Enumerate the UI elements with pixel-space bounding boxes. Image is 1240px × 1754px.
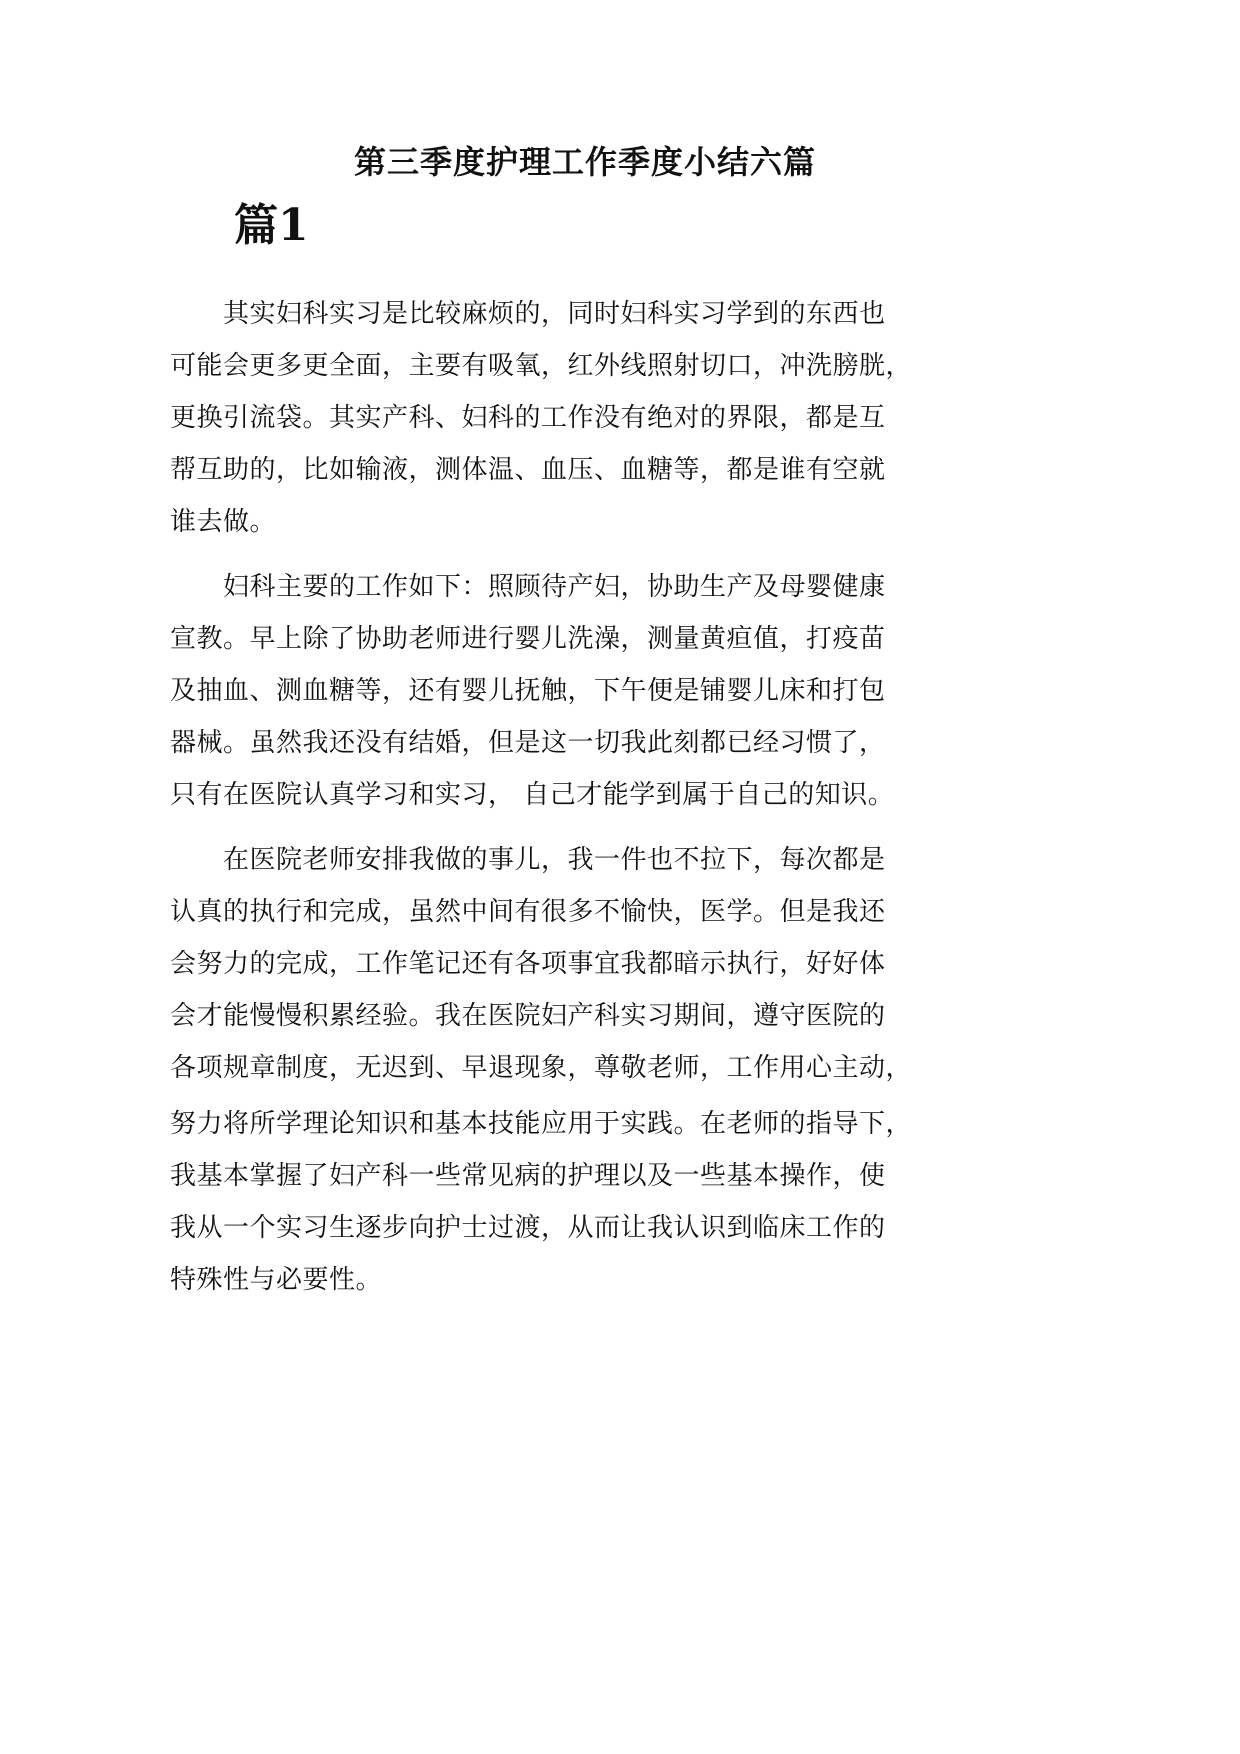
- paragraph-1: [170, 288, 912, 548]
- paragraph-line: 会努力的完成，工作笔记还有各项事宜我都暗示执行，好好体: [170, 949, 886, 979]
- paragraph-line: 其实妇科实习是比较麻烦的，同时妇科实习学到的东西也: [170, 299, 886, 329]
- paragraph-line: 只有在医院认真学习和实习， 自己才能学到属于自己的知识。: [170, 780, 895, 810]
- paragraph-line: 妇科主要的工作如下：照顾待产妇，协助生产及母婴健康: [170, 572, 886, 602]
- paragraph-line: 认真的执行和完成，虽然中间有很多不愉快，医学。但是我还: [170, 897, 886, 927]
- paragraph-3: [170, 834, 912, 1306]
- paragraph-line: 帮互助的，比如输液，测体温、血压、血糖等，都是谁有空就: [170, 455, 886, 485]
- paragraph-line: 及抽血、测血糖等，还有婴儿抚触，下午便是铺婴儿床和打包: [170, 676, 886, 706]
- paragraph-2: [170, 561, 894, 821]
- document-title: 第三季度护理工作季度小结六篇: [353, 143, 816, 181]
- paragraph-line: 会才能慢慢积累经验。我在医院妇产科实习期间，遵守医院的: [170, 1001, 886, 1031]
- paragraph-line: 器械。虽然我还没有结婚，但是这一切我此刻都已经习惯了，: [170, 728, 886, 758]
- paragraph-line: 可能会更多更全面，主要有吸氧，红外线照射切口，冲洗膀胱，: [170, 351, 913, 381]
- paragraph-line: 特殊性与必要性。: [170, 1265, 383, 1295]
- section-heading: 篇1: [234, 200, 309, 251]
- paragraph-line: 更换引流袋。其实产科、妇科的工作没有绝对的界限，都是互: [170, 403, 886, 433]
- paragraph-line: 各项规章制度，无迟到、早退现象，尊敬老师，工作用心主动，: [170, 1053, 913, 1083]
- paragraph-line: 谁去做。: [170, 507, 277, 537]
- paragraph-line: 宣教。早上除了协助老师进行婴儿洗澡，测量黄疸值，打疫苗: [170, 624, 886, 654]
- paragraph-line: 我从一个实习生逐步向护士过渡，从而让我认识到临床工作的: [170, 1213, 886, 1243]
- paragraph-line: 努力将所学理论知识和基本技能应用于实践。在老师的指导下，: [170, 1109, 913, 1139]
- paragraph-line: 我基本掌握了妇产科一些常见病的护理以及一些基本操作，使: [170, 1161, 886, 1191]
- paragraph-line: 在医院老师安排我做的事儿，我一件也不拉下，每次都是: [170, 845, 886, 875]
